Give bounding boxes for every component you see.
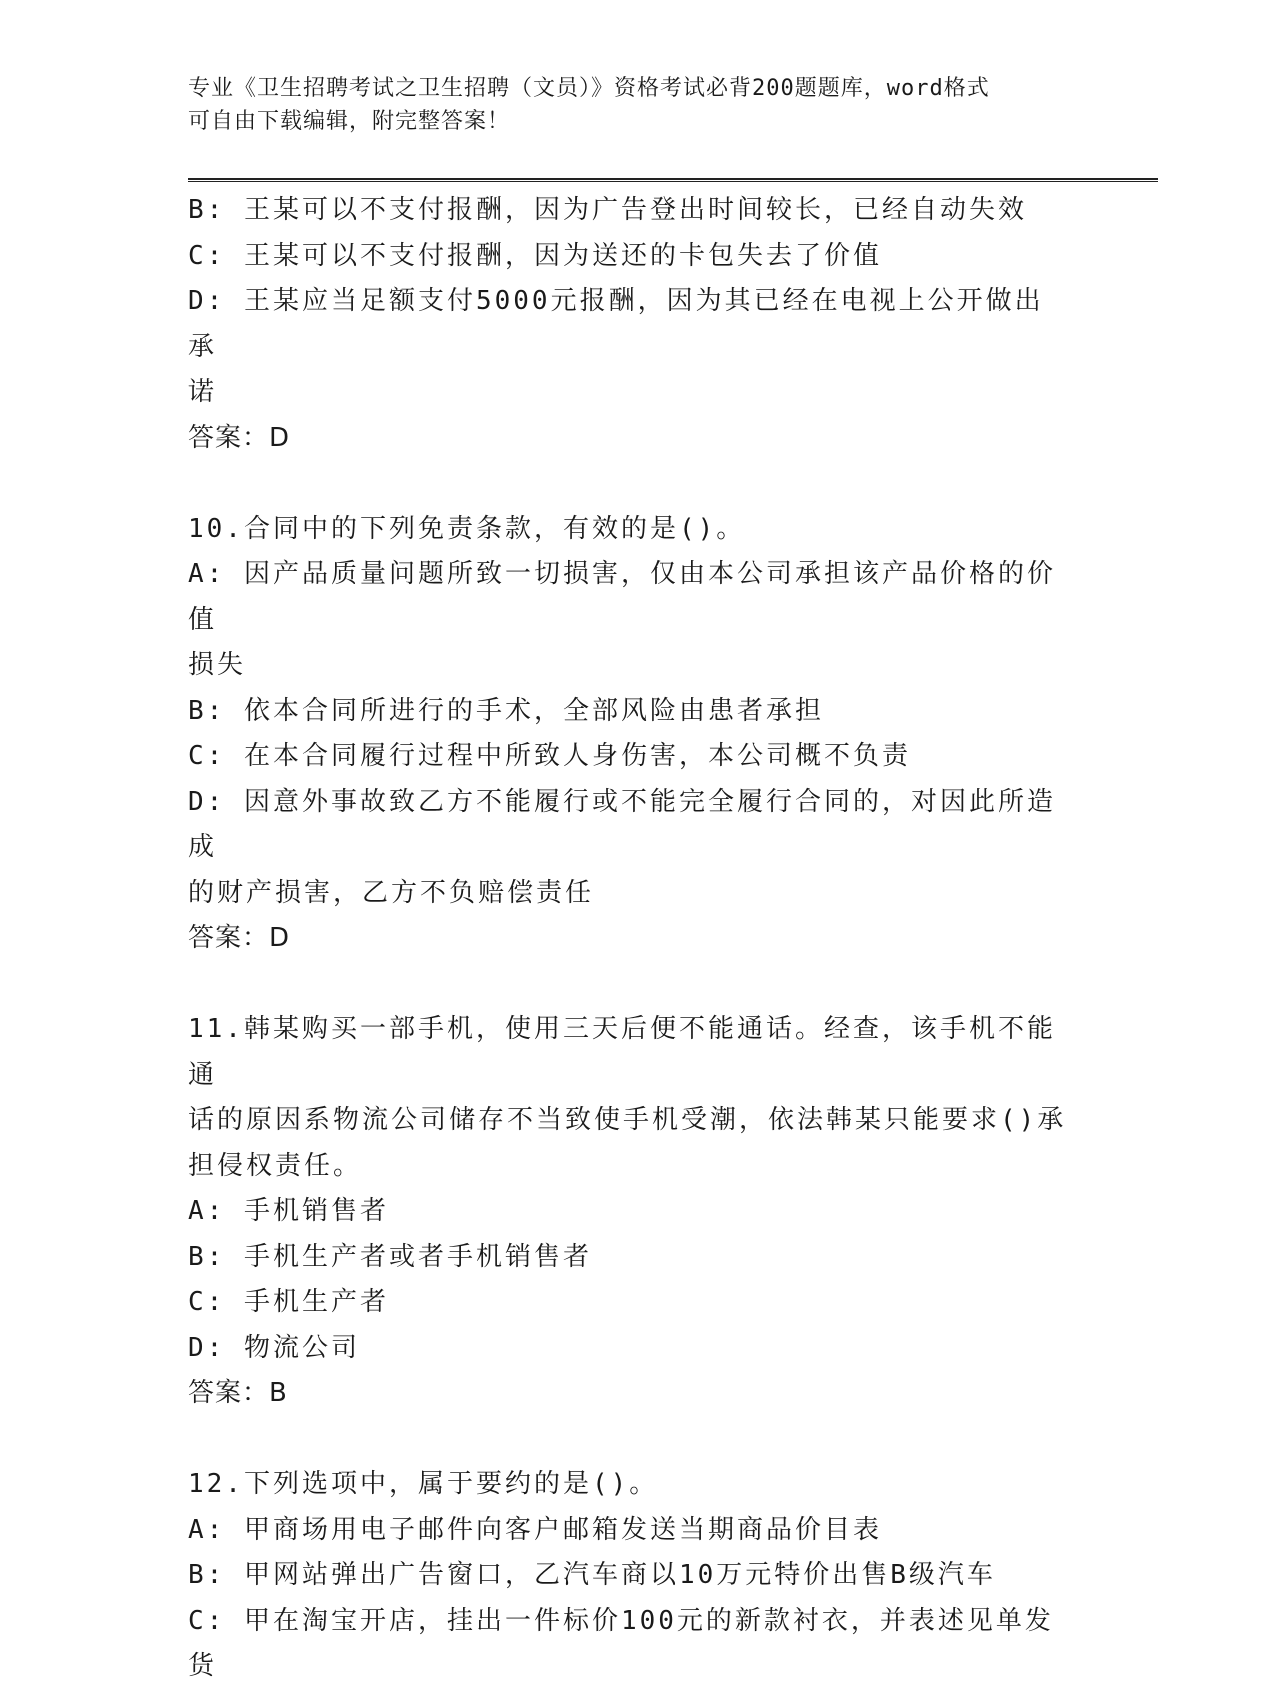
- question-block-10: [188, 507, 1068, 962]
- document-body: [188, 188, 1068, 1690]
- option-d-continued: 的财产损害，乙方不负赔偿责任: [188, 877, 595, 908]
- question-stem: 11.韩某购买一部手机，使用三天后便不能通话。经查，该手机不能通: [188, 1014, 1056, 1090]
- question-stem-continued: 担侵权责任。: [188, 1150, 363, 1181]
- spacer: [188, 962, 1068, 1008]
- option-d-continued: 诺: [188, 377, 218, 407]
- option-d: D: 王某应当足额支付5000元报酬，因为其已经在电视上公开做出承: [188, 286, 1044, 362]
- option-b: B: 甲网站弹出广告窗口，乙汽车商以10万元特价出售B级汽车: [188, 1560, 996, 1590]
- option-a: A: 因产品质量问题所致一切损害，仅由本公司承担该产品价格的价值: [188, 559, 1056, 635]
- question-stem: 10.合同中的下列免责条款，有效的是()。: [188, 513, 746, 544]
- question-block-12: [188, 1462, 1068, 1690]
- option-d: D: 物流公司: [188, 1332, 360, 1363]
- option-c: C: 甲在淘宝开店，挂出一件标价100元的新款衬衣，并表述见单发货: [188, 1605, 1054, 1681]
- answer: 答案：B: [188, 1378, 288, 1408]
- option-b: B: 依本合同所进行的手术，全部风险由患者承担: [188, 695, 824, 726]
- option-d: D: 因意外事故致乙方不能履行或不能完全履行合同的，对因此所造成: [188, 786, 1056, 862]
- option-c: C: 王某可以不支付报酬，因为送还的卡包失去了价值: [188, 240, 882, 271]
- option-c: C: 手机生产者: [188, 1287, 389, 1317]
- header-divider: [188, 178, 1158, 182]
- header-title-line2: 可自由下载编辑，附完整答案！: [188, 109, 511, 134]
- option-a-continued: 损失: [188, 650, 247, 680]
- option-c: C: 在本合同履行过程中所致人身伤害，本公司概不负责: [188, 741, 911, 771]
- question-block-11: [188, 1007, 1068, 1417]
- answer: 答案：D: [188, 422, 291, 453]
- option-a: A: 甲商场用电子邮件向客户邮箱发送当期商品价目表: [188, 1514, 882, 1545]
- option-b: B: 手机生产者或者手机销售者: [188, 1241, 592, 1272]
- question-stem: 12.下列选项中，属于要约的是()。: [188, 1469, 659, 1499]
- answer: 答案：D: [188, 923, 291, 953]
- option-b: B: 王某可以不支付报酬，因为广告登出时间较长，已经自动失效: [188, 195, 1027, 225]
- spacer: [188, 461, 1068, 507]
- option-a: A: 手机销售者: [188, 1196, 389, 1226]
- question-block-9: [188, 188, 1068, 461]
- page-header: [188, 72, 1068, 138]
- header-title-line1: 专业《卫生招聘考试之卫生招聘（文员）》资格考试必背200题题库，word格式: [188, 76, 990, 101]
- spacer: [188, 1417, 1068, 1463]
- question-stem-continued: 话的原因系物流公司储存不当致使手机受潮，依法韩某只能要求()承: [188, 1105, 1067, 1135]
